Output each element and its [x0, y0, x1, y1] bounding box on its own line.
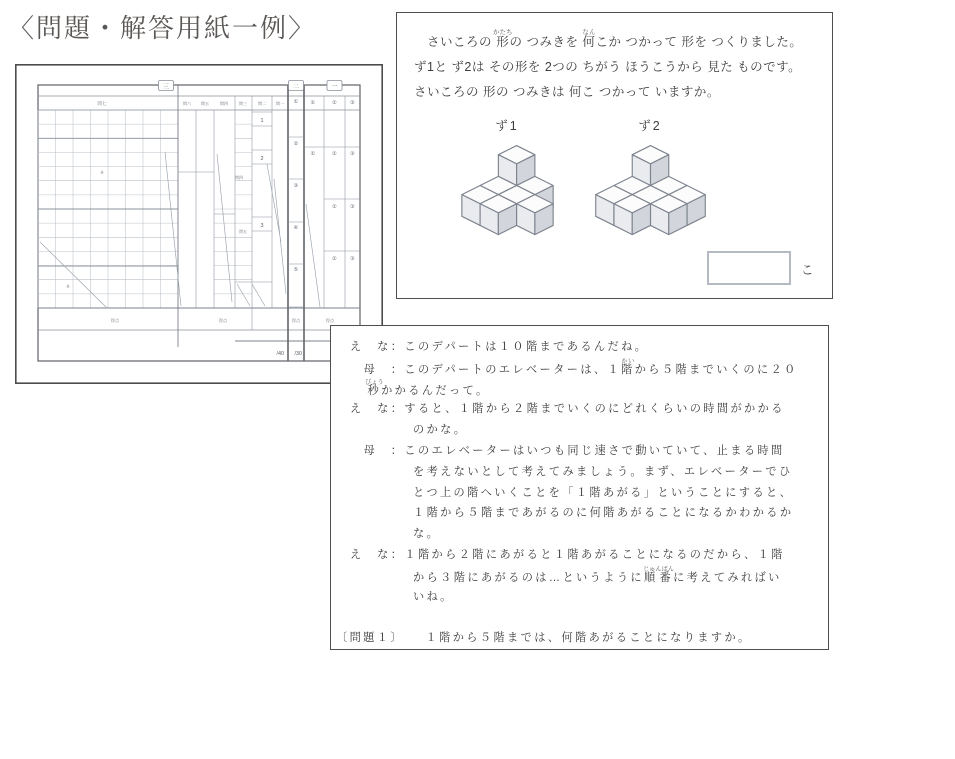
dialogue-line: え な：１階から２階にあがると１階あがることになるのだから、１階: [350, 548, 785, 561]
sheet-col-header: 問六: [182, 101, 192, 106]
dialogue-line: のかな。: [413, 424, 468, 437]
dialogue-text: [336, 337, 820, 649]
strip-mark: ④: [293, 225, 299, 231]
cube-problem-text: [414, 29, 822, 105]
section-tab-1-label: 一: [331, 84, 338, 91]
section-tab-2-label: 二: [292, 84, 300, 91]
dialogue-problem-panel: [330, 325, 829, 650]
answer-box: [707, 251, 791, 285]
grid-note: ※: [66, 284, 70, 289]
cube-figure-2: [575, 116, 725, 243]
right-mark: ③: [350, 256, 355, 262]
blank-line: [350, 607, 820, 628]
sheet-col-header: 問三: [238, 101, 248, 106]
sheet-inner-label: 問五: [239, 229, 247, 234]
score-cell: /40: [276, 351, 284, 357]
sheet-col-header: 問七: [97, 101, 107, 106]
sheet-col-header: 問四: [219, 101, 229, 106]
problem-text-line: さいころの 形かたちの つみきを 何なんこか つかって 形を つくりました。: [414, 29, 803, 49]
dialogue-line: 母 ：このエレベーターはいつも同じ速さで動いていて、止まる時間: [350, 444, 785, 457]
section-tab-1: [327, 81, 342, 91]
bottom-label: 得点: [325, 318, 335, 323]
dialogue-line: え な：すると、１階から２階までいくのにどれくらいの時間がかかる: [350, 403, 785, 416]
strip-mark: ①: [293, 99, 299, 105]
dialogue-line: とつ上の階へいくことを「１階あがる」ということにすると、: [413, 486, 794, 499]
section-tab-3-label: 三: [162, 84, 170, 91]
dialogue-line: 秒びょうかかるんだって。: [365, 378, 490, 397]
sheet-row-number: 1: [260, 118, 264, 124]
sheet-row-number: 3: [260, 223, 264, 229]
strip-mark: ⑤: [293, 267, 299, 273]
answer-sheet-figure: [15, 64, 383, 384]
sheet-col-header: 問一: [275, 101, 285, 106]
cube-stack-drawing-1: [457, 141, 558, 238]
right-mark: ③: [350, 151, 355, 157]
cube-stack-drawing-2: [591, 141, 710, 238]
question-line: 〔問題１〕 １階から５階までは、何階あがることになりますか。: [336, 632, 752, 645]
bottom-label: 得点: [218, 318, 228, 323]
score-cell: /30: [294, 351, 302, 357]
dialogue-line: １階から５階まであがるのに何階あがることになるかわかるか: [413, 507, 794, 520]
right-mark: ①: [310, 151, 316, 157]
section-tab-2: [289, 81, 304, 91]
right-mark: ②: [332, 256, 337, 262]
problem-text-line: ず1と ず2は その形を 2つの ちがう ほうこうから 見た ものです。: [414, 60, 802, 74]
sheet-col-header: 問二: [257, 101, 267, 106]
strip-mark: ②: [293, 141, 299, 147]
section-tab-3: [159, 81, 174, 91]
dialogue-line: を考えないとして考えてみましょう。まず、エレベーターでひ: [413, 465, 793, 478]
sheet-inner-label: 問四: [235, 175, 243, 180]
dialogue-line: え な：このデパートは１０階まであるんだね。: [350, 341, 649, 353]
dialogue-line: から３階にあがるのは…というように順番じゅんばんに考えてみればい: [413, 565, 782, 584]
dialogue-line: な。: [413, 528, 441, 541]
right-mark: ③: [350, 100, 355, 106]
sheet-row-number: 2: [260, 156, 264, 162]
cube-figure-1-label: ず1: [495, 119, 519, 133]
dialogue-line: いね。: [413, 590, 454, 603]
strip-mark: ③: [293, 183, 299, 189]
right-mark: ①: [310, 100, 316, 106]
cube-figure-1: [437, 116, 577, 243]
right-mark: ②: [332, 100, 337, 106]
sheet-page-border: [16, 65, 382, 383]
bottom-label: 得点: [110, 318, 120, 323]
page-title: 〈問題・解答用紙一例〉: [8, 13, 317, 43]
problem-text-line: さいころの 形の つみきは 何こ つかって いますか。: [414, 85, 720, 99]
bottom-label: 得点: [291, 318, 301, 323]
sheet-col-header: 問五: [200, 101, 210, 106]
cube-problem-panel: [396, 12, 833, 299]
right-mark: ②: [332, 151, 337, 157]
cube-figure-2-label: ず2: [638, 119, 662, 133]
right-mark: ③: [350, 204, 355, 210]
answer-sheet-panel: [15, 64, 383, 384]
answer-unit-label: こ: [801, 263, 814, 277]
grid-note: ※: [100, 170, 104, 175]
right-mark: ②: [332, 204, 337, 210]
dialogue-line: 母 ：このデパートのエレベーターは、１階かいから５階までいくのに２０: [350, 357, 798, 376]
